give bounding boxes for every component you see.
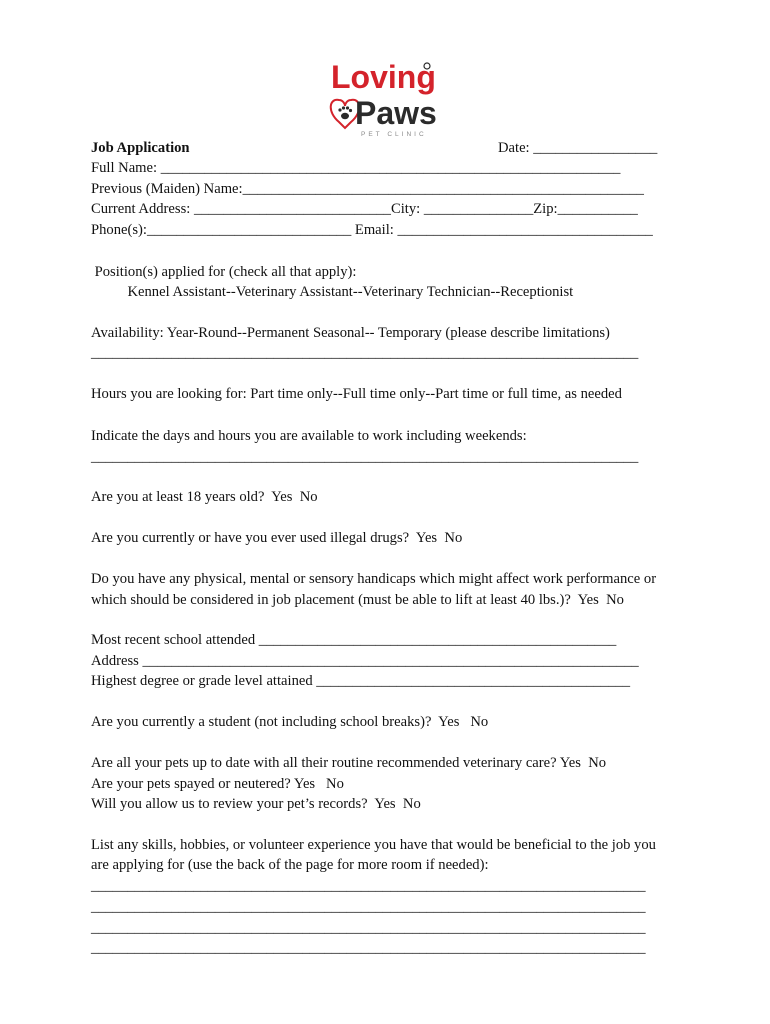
paw-print-icon bbox=[338, 106, 352, 119]
logo-word-paws: Paws bbox=[355, 95, 437, 131]
age-question[interactable]: Are you at least 18 years old? Yes No bbox=[91, 489, 318, 505]
days-prompt: Indicate the days and hours you are available to work including weekends: bbox=[91, 428, 527, 444]
drugs-question[interactable]: Are you currently or have you ever used illegal drugs? Yes No bbox=[91, 530, 463, 546]
skills-blank-2[interactable]: ____________________________________________________________________________ bbox=[91, 899, 646, 915]
school-address-field[interactable]: Address ____________________________________________________________________ bbox=[91, 653, 639, 669]
logo-tagline: PET CLINIC bbox=[361, 131, 427, 138]
student-question[interactable]: Are you currently a student (not including school breaks)? Yes No bbox=[91, 714, 489, 730]
positions-prompt: Position(s) applied for (check all that apply): bbox=[91, 264, 357, 280]
full-name-field[interactable]: Full Name: _______________________________________________________________ bbox=[91, 160, 621, 176]
degree-field[interactable]: Highest degree or grade level attained ___________________________________________ bbox=[91, 673, 631, 689]
form-title: Job Application bbox=[91, 140, 190, 156]
availability-blank[interactable]: ___________________________________________________________________________ bbox=[91, 345, 639, 361]
previous-name-field[interactable]: Previous (Maiden) Name:_______________________________________________________ bbox=[91, 181, 644, 197]
handicap-question-line-2[interactable]: which should be considered in job placement (must be able to lift at least 40 lbs.)? Yes No bbox=[91, 592, 624, 608]
pets-records-question[interactable]: Will you allow us to review your pet’s records? Yes No bbox=[91, 796, 421, 812]
days-blank[interactable]: ___________________________________________________________________________ bbox=[91, 449, 639, 465]
hours-prompt[interactable]: Hours you are looking for: Part time only--Full time only--Part time or full time, as needed bbox=[91, 386, 622, 402]
skills-prompt-line-1: List any skills, hobbies, or volunteer experience you have that would be beneficial to the job you bbox=[91, 837, 656, 853]
pets-care-question[interactable]: Are all your pets up to date with all their routine recommended veterinary care? Yes No bbox=[91, 755, 607, 771]
date-field[interactable]: Date: _________________ bbox=[498, 140, 658, 156]
skills-blank-4[interactable]: ____________________________________________________________________________ bbox=[91, 940, 646, 956]
handicap-question-line-1: Do you have any physical, mental or sensory handicaps which might affect work performance or bbox=[91, 571, 657, 587]
logo-word-loving: Loving bbox=[331, 59, 436, 95]
skills-prompt-line-2: are applying for (use the back of the page for more room if needed): bbox=[91, 857, 489, 873]
skills-blank-3[interactable]: ____________________________________________________________________________ bbox=[91, 920, 646, 936]
skills-blank-1[interactable]: ____________________________________________________________________________ bbox=[91, 878, 646, 894]
phone-email-field[interactable]: Phone(s):____________________________ Email: ___________________________________ bbox=[91, 222, 653, 238]
address-field[interactable]: Current Address: ___________________________City: _______________Zip:___________ bbox=[91, 201, 638, 217]
pets-spayed-question[interactable]: Are your pets spayed or neutered? Yes No bbox=[91, 776, 344, 792]
positions-options[interactable]: Kennel Assistant--Veterinary Assistant--Veterinary Technician--Receptionist bbox=[91, 284, 574, 300]
school-recent-field[interactable]: Most recent school attended _________________________________________________ bbox=[91, 632, 617, 648]
availability-prompt: Availability: Year-Round--Permanent Seasonal-- Temporary (please describe limitations) bbox=[91, 325, 610, 341]
loving-paws-logo bbox=[325, 58, 445, 140]
